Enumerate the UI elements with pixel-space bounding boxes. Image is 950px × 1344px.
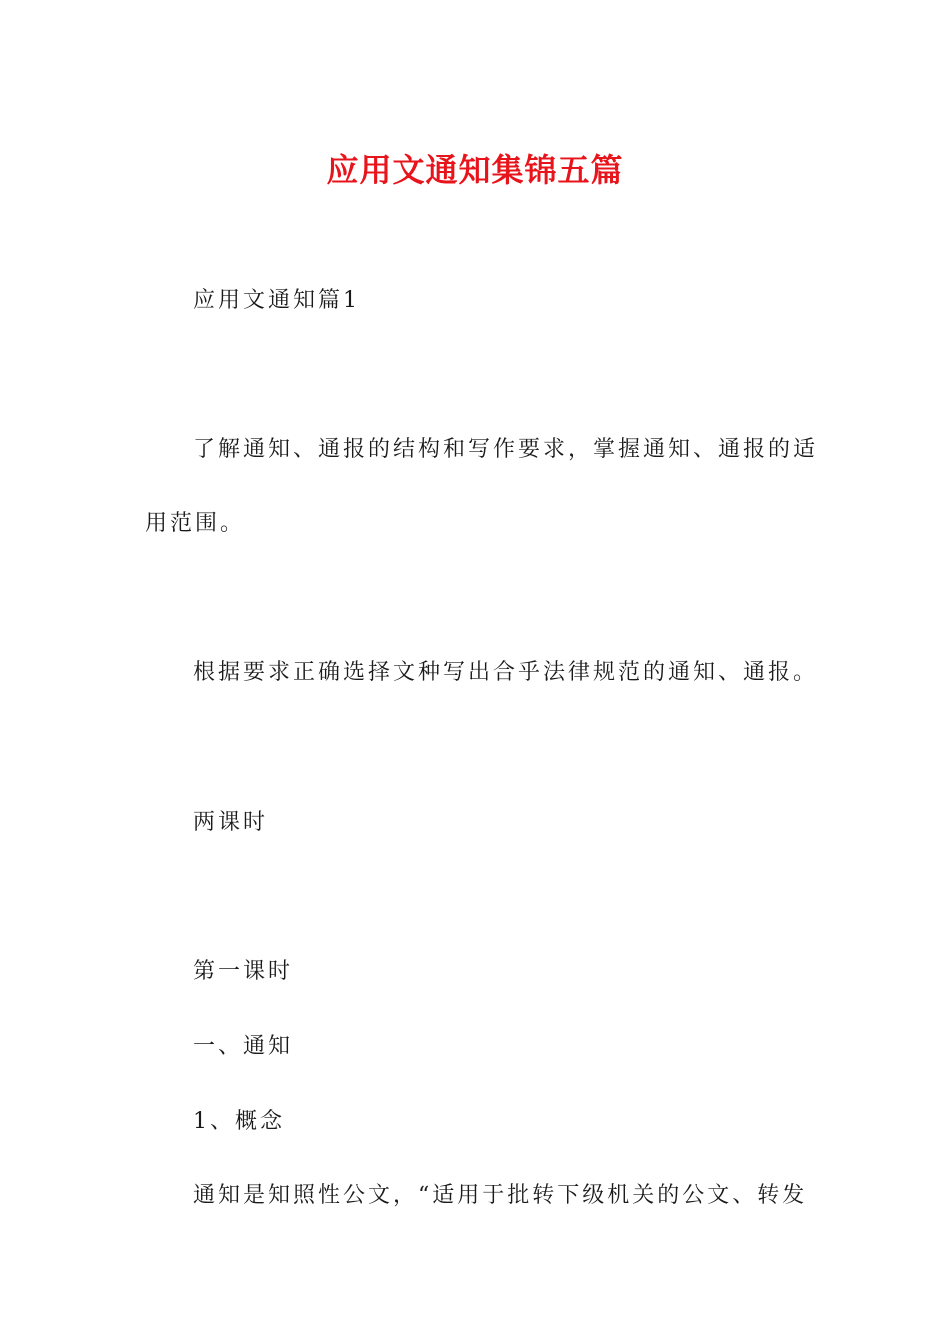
part-one-heading: 一、通知 <box>193 1034 294 1059</box>
objective-line-1: 了解通知、通报的结构和写作要求，掌握通知、通报的适 <box>193 437 819 462</box>
document-title: 应用文通知集锦五篇 <box>326 151 624 189</box>
duration-paragraph: 两课时 <box>193 810 269 835</box>
section-heading: 应用文通知篇1 <box>193 288 360 313</box>
definition-line-1: 通知是知照性公文，“适用于批转下级机关的公文、转发 <box>193 1183 808 1208</box>
objective-line-2: 用范围。 <box>145 511 246 536</box>
requirement-paragraph: 根据要求正确选择文种写出合乎法律规范的通知、通报。 <box>193 660 819 685</box>
concept-heading: 1、概念 <box>193 1109 285 1134</box>
lesson-one-heading: 第一课时 <box>193 959 294 984</box>
